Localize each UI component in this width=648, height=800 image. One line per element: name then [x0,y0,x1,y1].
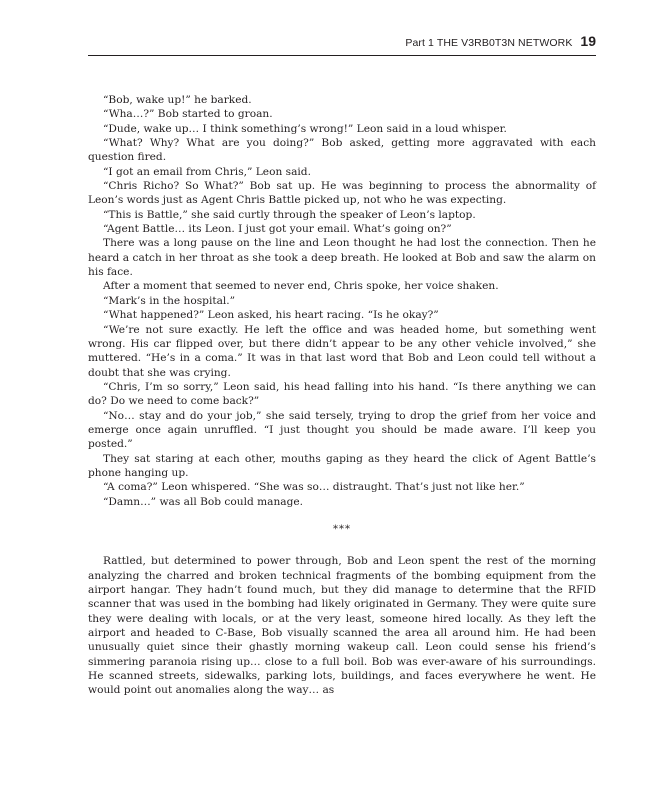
paragraph: “We’re not sure exactly. He left the office and was headed home, but something went wrong. His car flipped over, but there didn’t appear to be any other vehicle involved,” she muttered. “He’s in a coma.” It was in that last word that Bob and Leon could tell without a doubt that she was crying. [88,323,596,379]
paragraph: “What happened?” Leon asked, his heart racing. “Is he okay?” [103,309,439,322]
paragraph: “This is Battle,” she said curtly through the speaker of Leon’s laptop. [103,208,476,221]
paragraph: They sat staring at each other, mouths gaping as they heard the click of Agent Battle’s phone hanging up. [88,452,596,479]
page-number: 19 [580,33,596,49]
paragraph: “Bob, wake up!” he barked. [103,94,252,106]
paragraph: “Damn…” was all Bob could manage. [103,495,304,508]
paragraph: “Mark’s in the hospital.” [103,294,236,307]
paragraph: “No… stay and do your job,” she said tersely, trying to drop the grief from her voice and emerge once again unruffled. “I just thought you should be made aware. I’ll keep you posted.” [88,409,596,451]
part-label: Part 1 THE V3RB0T3N NETWORK [405,37,573,49]
paragraph: After a moment that seemed to never end, Chris spoke, her voice shaken. [103,280,499,293]
paragraph: “What? Why? What are you doing?” Bob asked, getting more aggravated with each question fired. [88,137,596,164]
paragraph: “Dude, wake up… I think something’s wrong!” Leon said in a loud whisper. [103,122,507,135]
paragraph: Rattled, but determined to power through, Bob and Leon spent the rest of the morning analyzing the charred and broken technical fragments of the bombing equipment from the airport hangar. They hadn’t found much, but they did manage to determine that the RFID scanner that was used in the bombing had likely originated in Germany. They were quite sure they were dealing with locals, or at the very least, someone hired locally. As they left the airport and headed to C-Base, Bob visually scanned the area all around him. He had been unusually quiet since their ghastly morning wakeup call. Leon could sense his friend’s simmering paranoia rising up… close to a full boil. Bob was ever-aware of his surroundings. He scanned streets, sidewalks, parking lots, buildings, and faces everywhere he went. He would point out anomalies along the way… as [88,555,596,697]
paragraph: There was a long pause on the line and Leon thought he had lost the connection. Then he heard a catch in her throat as she took a deep breath. He looked at Bob and saw the alarm on his face. [88,237,596,279]
paragraph: “A coma?” Leon whispered. “She was so… distraught. That’s just not like her.” [103,481,525,494]
section-separator: *** [333,523,351,535]
paragraph: “Wha…?” Bob started to groan. [103,108,273,121]
running-head [88,33,596,53]
header-rule [88,55,596,56]
paragraph: “I got an email from Chris,” Leon said. [103,165,311,178]
paragraph: “Chris Richo? So What?” Bob sat up. He was beginning to process the abnormality of Leon’s words just as Agent Chris Battle picked up, not who he was expecting. [88,180,596,207]
paragraph: “Chris, I’m so sorry,” Leon said, his head falling into his hand. “Is there anything we can do? Do we need to come back?” [88,380,596,408]
paragraph: “Agent Battle… its Leon. I just got your email. What’s going on?” [103,223,452,236]
body-text [88,93,596,698]
